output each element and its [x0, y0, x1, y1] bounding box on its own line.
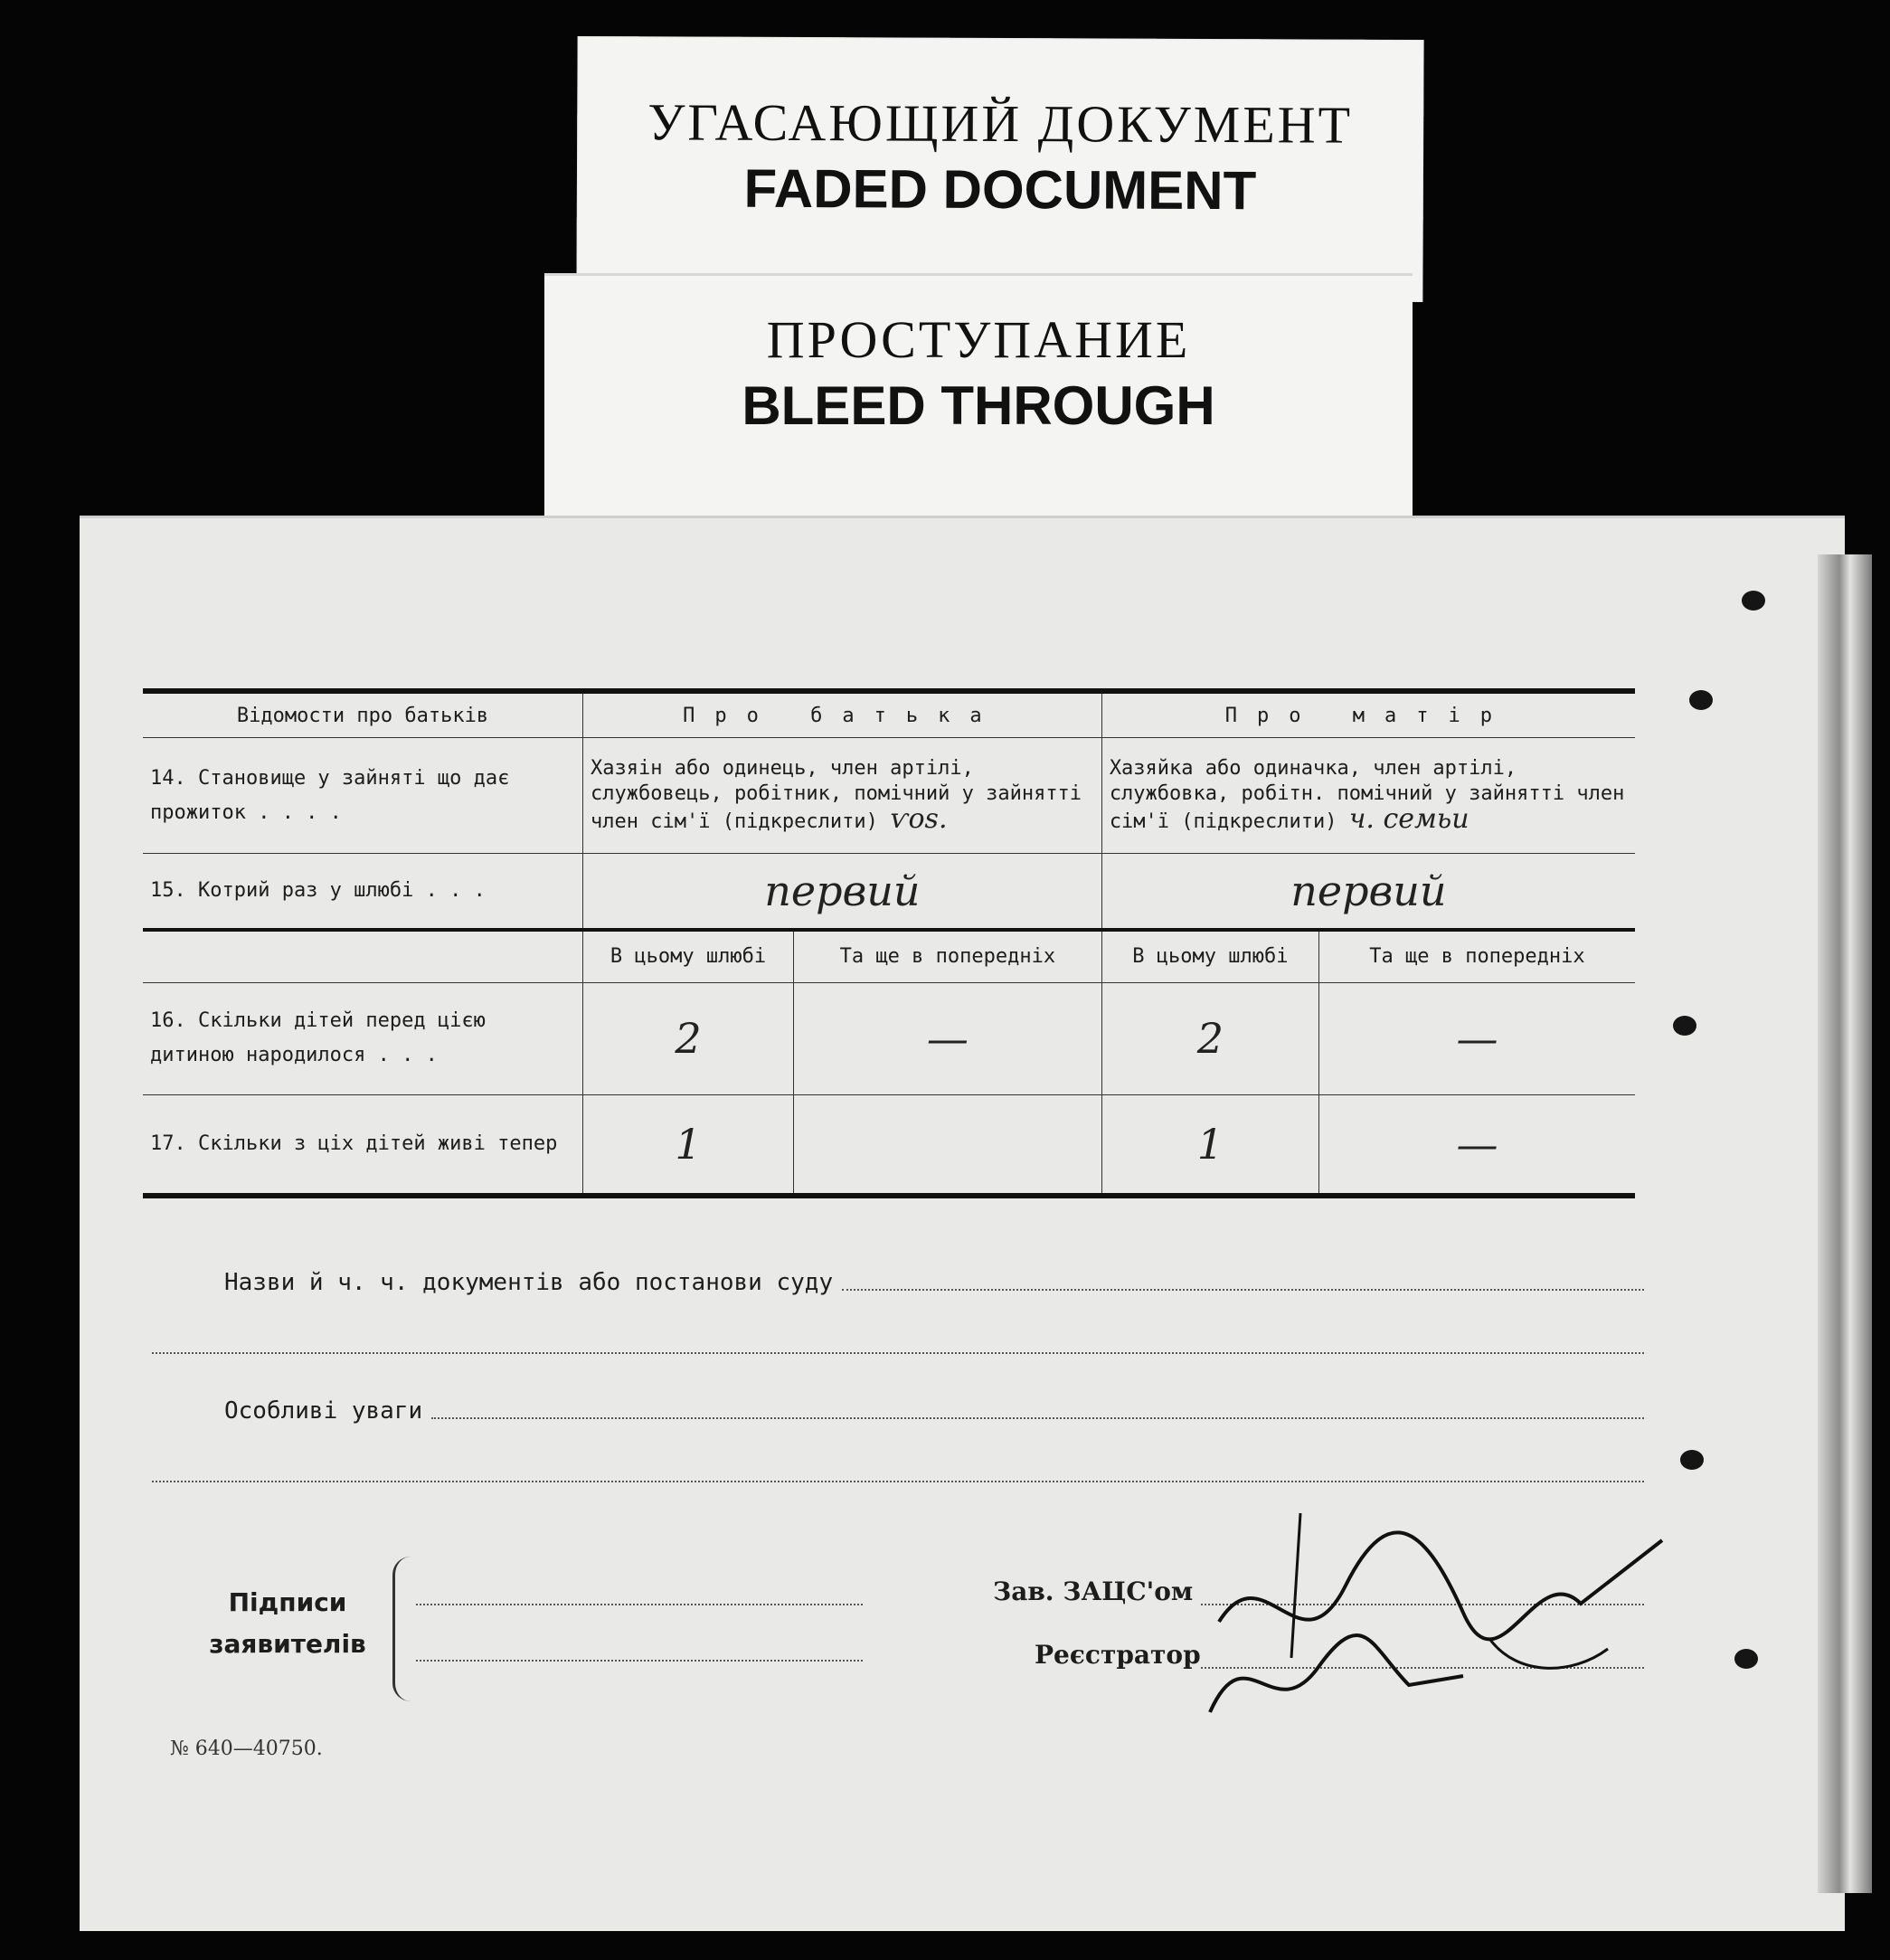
q16-label: 16. Скільки дітей перед цією дитиною народилося . . .	[143, 982, 583, 1094]
q16-mother-prev-value: —	[1456, 1014, 1498, 1063]
table-row-q17	[143, 1094, 1635, 1196]
parents-info-table	[143, 688, 1635, 1198]
q17-label: 17. Скільки з ціх дітей живі тепер	[143, 1094, 583, 1196]
q14-mother	[1101, 738, 1635, 854]
table-row-q15	[143, 854, 1635, 930]
handwritten-signatures	[1192, 1495, 1698, 1730]
q17-mother-prev-value: —	[1456, 1119, 1498, 1169]
bleed-through-label	[544, 273, 1413, 522]
faded-label-ru: УГАСАЮЩИЙ ДОКУМЕНТ	[647, 92, 1354, 155]
punch-hole	[1689, 690, 1713, 710]
notes-label: Особливі уваги	[224, 1397, 423, 1425]
signatures-label: Підписи заявителів	[209, 1587, 366, 1659]
document-sheet	[80, 516, 1845, 1931]
documents-second-line	[152, 1352, 1644, 1354]
q15-father-hand: первий	[764, 866, 921, 915]
q16-father-this-value: 2	[675, 1014, 702, 1063]
q14-mother-text: Хазяйка або одиначка, член артілі, службовка, робітн. помічний у зайнятті член сім'ї (підкреслити)	[1109, 757, 1625, 833]
subheader-mother-prev: Та ще в попередніх	[1318, 930, 1635, 983]
table-row-q14	[143, 738, 1635, 854]
q14-mother-hand: ч. семьи	[1348, 803, 1469, 835]
q16-father-this	[583, 982, 794, 1094]
bleed-label-en: BLEED THROUGH	[742, 375, 1215, 436]
documents-fill-line	[842, 1288, 1644, 1291]
header-father: Про батька	[583, 691, 1102, 738]
q17-mother-prev	[1318, 1094, 1635, 1196]
q15-father	[583, 854, 1102, 930]
q16-mother-this	[1101, 982, 1318, 1094]
notes-line	[152, 1397, 1644, 1425]
q17-mother-this-value: 1	[1196, 1119, 1224, 1169]
signature-line-1	[416, 1604, 863, 1605]
q17-father-prev	[793, 1094, 1101, 1196]
q17-father-this-value: 1	[675, 1119, 702, 1169]
registrar-label: Реєстратор	[1035, 1640, 1201, 1670]
q14-father-text: Хазяін або одинець, член артілі, службовець, робітник, помічний у зайнятті член сім'ї (підкреслити)	[591, 757, 1082, 833]
notes-second-line	[152, 1481, 1644, 1482]
q15-mother	[1101, 854, 1635, 930]
q16-mother-prev	[1318, 982, 1635, 1094]
table-subheader-row	[143, 930, 1635, 983]
header-mother: Про матір	[1101, 691, 1635, 738]
documents-line	[152, 1269, 1644, 1296]
q16-mother-this-value: 2	[1196, 1014, 1224, 1063]
header-info: Відомости про батьків	[143, 691, 583, 738]
subheader-mother-this: В цьому шлюбі	[1101, 930, 1318, 983]
subheader-father-this: В цьому шлюбі	[583, 930, 794, 983]
documents-label: Назви й ч. ч. документів або постанови суду	[224, 1269, 834, 1296]
faded-label-en: FADED DOCUMENT	[743, 157, 1257, 222]
table-header-row	[143, 691, 1635, 738]
punch-hole	[1680, 1450, 1704, 1470]
signatures-brace	[392, 1557, 417, 1701]
signature-line-2	[416, 1660, 863, 1662]
notes-fill-line	[431, 1416, 1644, 1419]
q17-mother-this	[1101, 1094, 1318, 1196]
punch-hole	[1742, 591, 1765, 611]
q14-father	[583, 738, 1102, 854]
q16-father-prev-value: —	[926, 1014, 969, 1063]
q14-father-hand: ѵоѕ.	[890, 803, 948, 835]
q14-label: 14. Становище у зайняті що дає прожиток . . . .	[143, 738, 583, 854]
q15-label: 15. Котрий раз у шлюбі . . .	[143, 854, 583, 930]
form-number: № 640—40750.	[170, 1737, 323, 1760]
q15-mother-hand: первий	[1290, 866, 1447, 915]
bleed-label-ru: ПРОСТУПАНИЕ	[766, 310, 1191, 369]
faded-document-label	[576, 36, 1423, 302]
q17-father-this	[583, 1094, 794, 1196]
table-row-q16	[143, 982, 1635, 1094]
punch-hole	[1734, 1649, 1758, 1669]
punch-hole	[1673, 1016, 1696, 1036]
subheader-empty	[143, 930, 583, 983]
q16-father-prev	[793, 982, 1101, 1094]
subheader-father-prev: Та ще в попередніх	[793, 930, 1101, 983]
head-label: Зав. ЗАЦС'ом	[993, 1577, 1194, 1606]
